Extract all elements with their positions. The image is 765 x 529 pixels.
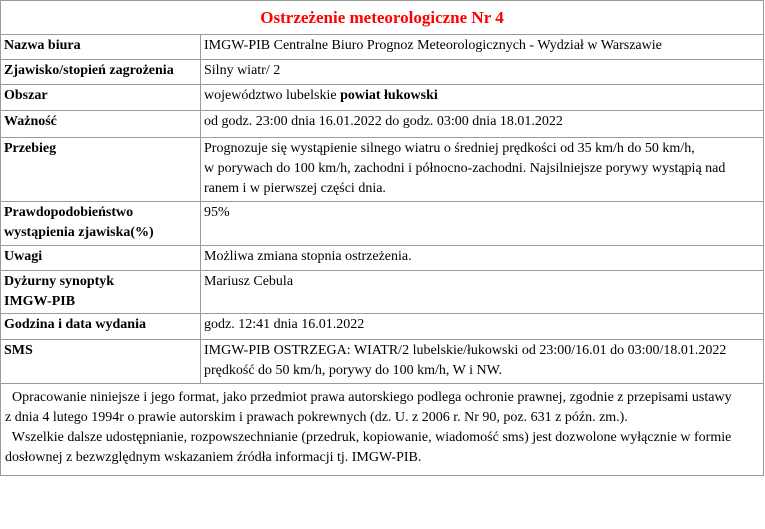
label-biuro: Nazwa biura <box>1 35 201 60</box>
label-synoptyk-line2: IMGW-PIB <box>4 294 76 309</box>
row-uwagi <box>1 246 764 271</box>
row-biuro <box>1 35 764 60</box>
value-zjawisko: Silny wiatr/ 2 <box>201 60 764 85</box>
label-waznosc: Ważność <box>1 111 201 138</box>
row-prawdopodobienstwo <box>1 202 764 246</box>
label-sms: SMS <box>1 340 201 384</box>
warning-title: Ostrzeżenie meteorologiczne Nr 4 <box>1 1 764 35</box>
value-obszar <box>201 85 764 111</box>
footer-row <box>1 384 764 476</box>
copyright-line: Wszelkie dalsze udostępnianie, rozpowszechnianie (przedruk, kopiowanie, wiadomość sms) jest dozwolone wyłącznie w formie <box>5 430 732 445</box>
copyright-line: z dnia 4 lutego 1994r o prawie autorskim i prawach pokrewnych (dz. U. z 2006 r. Nr 90, poz. 631 z późn. zm.). <box>5 410 628 425</box>
przebieg-line: Prognozuje się wystąpienie silnego wiatru o średniej prędkości od 35 km/h do 50 km/h, <box>204 141 695 156</box>
przebieg-line: ranem i w pierwszej części dnia. <box>204 181 386 196</box>
label-prawdopodobienstwo-line1: Prawdopodobieństwo <box>4 205 134 220</box>
row-obszar <box>1 85 764 111</box>
obszar-county: powiat łukowski <box>340 88 438 103</box>
label-uwagi: Uwagi <box>1 246 201 271</box>
copyright-line: Opracowanie niniejsze i jego format, jako przedmiot prawa autorskiego podlega ochronie prawnej, zgodnie z przepisami ustawy <box>5 390 732 405</box>
label-zjawisko: Zjawisko/stopień zagrożenia <box>1 60 201 85</box>
label-obszar: Obszar <box>1 85 201 111</box>
copyright-line: dosłownej z bezwzględnym wskazaniem źródła informacji tj. IMGW-PIB. <box>5 450 422 465</box>
value-godzina: godz. 12:41 dnia 16.01.2022 <box>201 314 764 340</box>
label-przebieg: Przebieg <box>1 138 201 202</box>
row-sms <box>1 340 764 384</box>
copyright-notice <box>1 384 764 476</box>
label-synoptyk-line1: Dyżurny synoptyk <box>4 274 115 289</box>
label-prawdopodobienstwo-line2: wystąpienia zjawiska(%) <box>4 225 154 240</box>
value-biuro: IMGW-PIB Centralne Biuro Prognoz Meteorologicznych - Wydział w Warszawie <box>201 35 764 60</box>
value-prawdopodobienstwo: 95% <box>201 202 764 246</box>
obszar-voivodeship: województwo lubelskie <box>204 88 341 103</box>
label-godzina: Godzina i data wydania <box>1 314 201 340</box>
sms-line: prędkość do 50 km/h, porywy do 100 km/h, W i NW. <box>204 363 503 378</box>
row-godzina <box>1 314 764 340</box>
sms-line: IMGW-PIB OSTRZEGA: WIATR/2 lubelskie/łukowski od 23:00/16.01 do 03:00/18.01.2022 <box>204 343 727 358</box>
row-zjawisko <box>1 60 764 85</box>
value-waznosc: od godz. 23:00 dnia 16.01.2022 do godz. 03:00 dnia 18.01.2022 <box>201 111 764 138</box>
value-przebieg <box>201 138 764 202</box>
label-prawdopodobienstwo <box>1 202 201 246</box>
przebieg-line: w porywach do 100 km/h, zachodni i północno-zachodni. Najsilniejsze porywy wystąpią nad <box>204 161 726 176</box>
copyright-paragraph-2 <box>5 428 758 468</box>
value-sms <box>201 340 764 384</box>
label-synoptyk <box>1 271 201 314</box>
row-synoptyk <box>1 271 764 314</box>
value-synoptyk: Mariusz Cebula <box>201 271 764 314</box>
row-przebieg <box>1 138 764 202</box>
title-row <box>1 1 764 35</box>
value-uwagi: Możliwa zmiana stopnia ostrzeżenia. <box>201 246 764 271</box>
row-waznosc <box>1 111 764 138</box>
copyright-paragraph-1 <box>5 388 758 428</box>
